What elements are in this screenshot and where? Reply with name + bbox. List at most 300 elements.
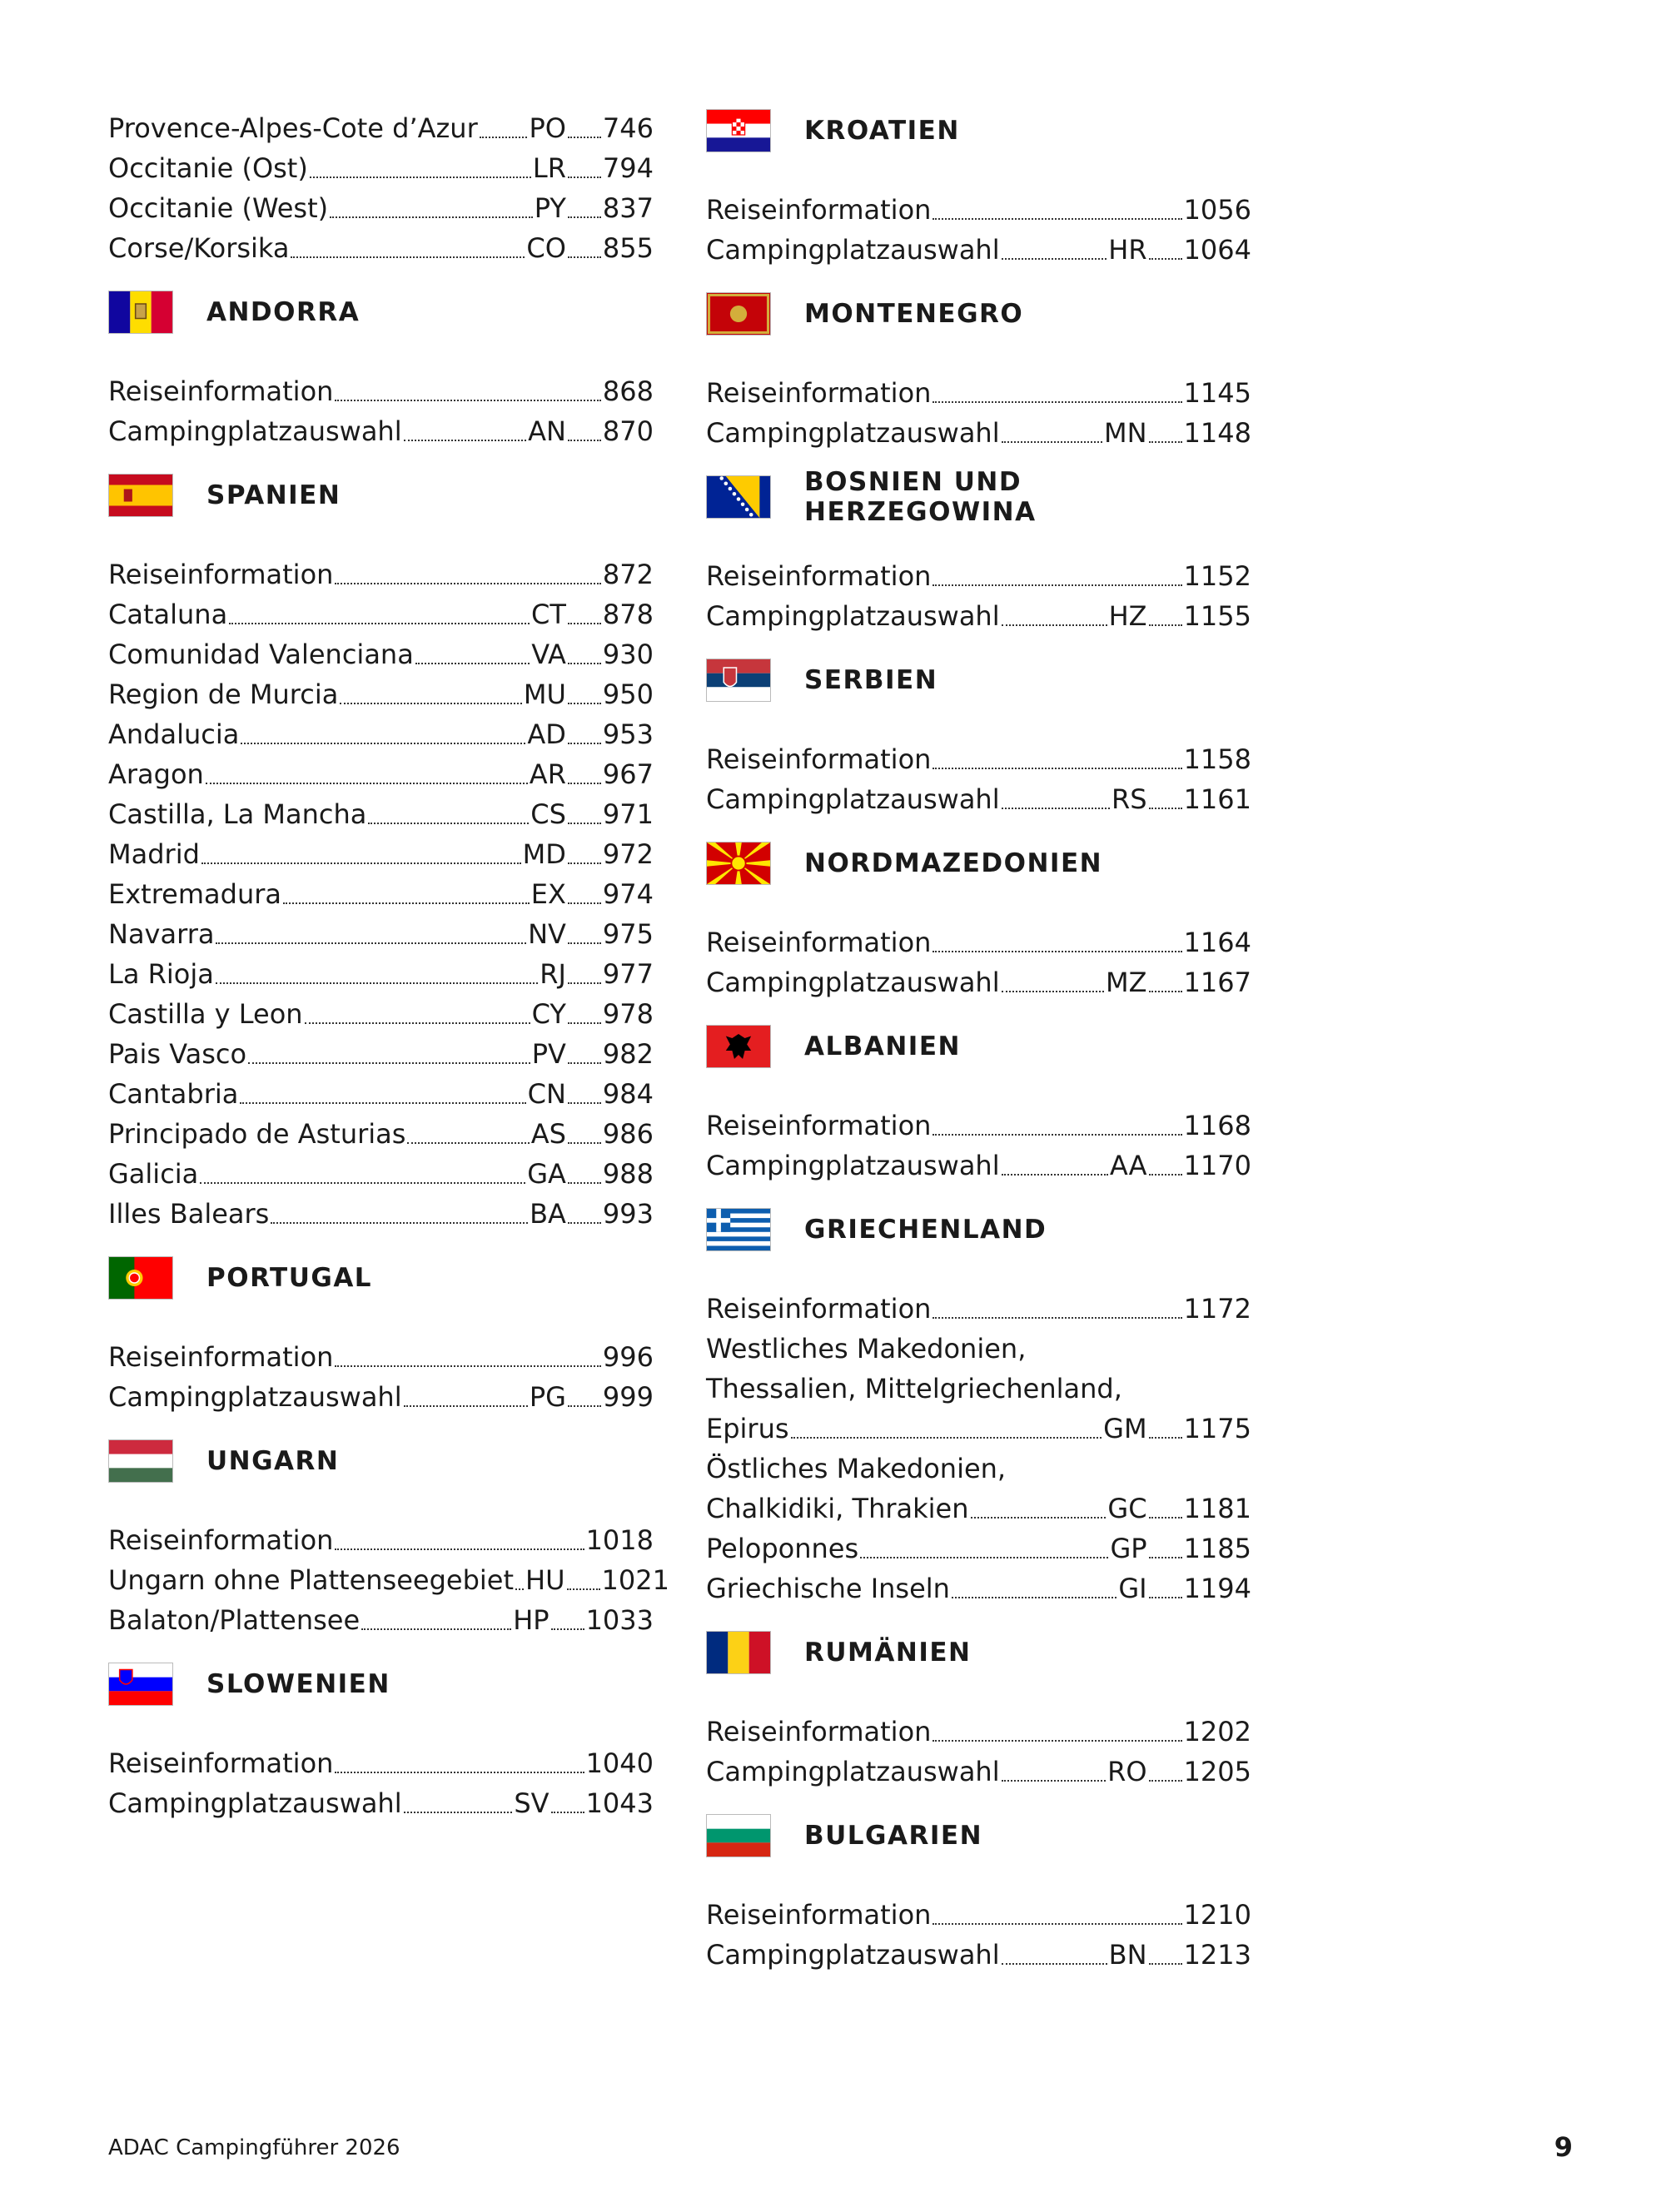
toc-entry[interactable] <box>108 411 654 451</box>
dot-leader <box>568 440 601 441</box>
section-continued <box>108 108 654 268</box>
dot-leader <box>791 1437 1102 1439</box>
region-code: HR <box>1108 234 1147 266</box>
slovenia-flag-icon <box>108 1663 173 1706</box>
entry-label: Campingplatzauswahl <box>706 1150 1000 1181</box>
region-code: PV <box>531 1038 566 1070</box>
country-heading <box>706 841 1251 886</box>
region-code: PY <box>534 192 566 224</box>
country-name: BOSNIEN UND HERZEGOWINA <box>804 467 1037 527</box>
page-ref: 1205 <box>1183 1756 1251 1787</box>
entry-label: Westliches Makedonien, <box>706 1333 1027 1364</box>
entry-label: Occitanie (Ost) <box>108 152 308 184</box>
toc-entry[interactable] <box>108 1743 654 1783</box>
toc-entry[interactable] <box>108 794 654 834</box>
entry-label: Campingplatzauswahl <box>706 234 1000 266</box>
entry-label: Reiseinformation <box>108 1341 334 1373</box>
toc-entry[interactable] <box>108 554 654 594</box>
dot-leader <box>551 1812 584 1813</box>
country-heading <box>108 473 654 518</box>
region-code: CO <box>526 232 566 264</box>
section-griechenland <box>706 1207 1251 1608</box>
dot-leader <box>568 176 601 178</box>
page-ref: 978 <box>602 998 654 1030</box>
toc-entry[interactable] <box>108 1154 654 1194</box>
section-serbien <box>706 658 1251 819</box>
dot-leader <box>335 1548 584 1550</box>
section-rumanien <box>706 1630 1251 1792</box>
page-ref: 872 <box>602 559 654 590</box>
country-name: NORDMAZEDONIEN <box>804 848 1103 878</box>
dot-leader <box>340 703 522 704</box>
dot-leader <box>361 1628 511 1630</box>
toc-entry[interactable] <box>108 754 654 794</box>
entry-label: Principado de Asturias <box>108 1118 406 1150</box>
page-ref: 746 <box>602 112 654 144</box>
dot-leader <box>368 823 529 824</box>
page-ref: 993 <box>602 1198 654 1230</box>
section-portugal <box>108 1255 654 1417</box>
page-ref: 1021 <box>601 1564 669 1596</box>
dot-leader <box>568 982 601 984</box>
hungary-flag-icon <box>108 1439 173 1483</box>
page-ref: 977 <box>602 958 654 990</box>
dot-leader <box>515 1588 524 1590</box>
dot-leader <box>568 137 601 138</box>
entry-list <box>706 922 1251 1002</box>
dot-leader <box>568 862 601 864</box>
page-ref: 1172 <box>1183 1293 1251 1325</box>
entry-label: Campingplatzauswahl <box>706 417 1000 449</box>
region-code: MD <box>522 838 566 870</box>
dot-leader <box>568 1022 601 1024</box>
region-code: AA <box>1109 1150 1147 1181</box>
dot-leader <box>201 862 521 864</box>
montenegro-flag-icon <box>706 292 771 336</box>
toc-entry[interactable] <box>706 373 1251 413</box>
entry-label: Aragon <box>108 758 204 790</box>
dot-leader <box>1002 991 1104 992</box>
region-code: VA <box>531 639 566 670</box>
toc-entry[interactable] <box>108 1600 654 1640</box>
region-code: EX <box>530 878 566 910</box>
country-name: MONTENEGRO <box>804 299 1024 329</box>
region-code: GP <box>1110 1533 1147 1564</box>
region-code: LR <box>532 152 566 184</box>
toc-entry[interactable] <box>108 1074 654 1114</box>
dot-leader <box>1149 1780 1182 1782</box>
region-code: MZ <box>1106 967 1147 998</box>
toc-entry[interactable] <box>706 1369 1251 1409</box>
dot-leader <box>404 440 527 441</box>
page-ref: 972 <box>602 838 654 870</box>
country-heading <box>108 1662 654 1707</box>
toc-entry[interactable] <box>108 994 654 1034</box>
dot-leader <box>568 942 601 944</box>
entry-label: Reiseinformation <box>706 194 932 226</box>
section-nordmazedonien <box>706 841 1251 1002</box>
country-name: ANDORRA <box>206 297 361 327</box>
dot-leader <box>1002 624 1107 626</box>
toc-entry[interactable] <box>706 1752 1251 1792</box>
dot-leader <box>241 743 525 744</box>
page-ref: 1170 <box>1183 1150 1251 1181</box>
entry-list <box>108 1337 654 1417</box>
dot-leader <box>1149 1174 1182 1176</box>
dot-leader <box>200 1182 525 1184</box>
dot-leader <box>283 902 530 904</box>
dot-leader <box>568 902 601 904</box>
dot-leader <box>330 216 533 218</box>
page-ref: 1175 <box>1183 1413 1251 1444</box>
dot-leader <box>206 783 528 784</box>
albania-flag-icon <box>706 1025 771 1068</box>
dot-leader <box>568 823 601 824</box>
page-ref: 1164 <box>1183 927 1251 958</box>
page-ref: 868 <box>602 375 654 407</box>
entry-list <box>108 108 654 268</box>
page-ref: 984 <box>602 1078 654 1110</box>
region-code: NV <box>528 918 566 950</box>
entry-label: Occitanie (West) <box>108 192 329 224</box>
toc-entry[interactable] <box>108 1114 654 1154</box>
entry-label: Campingplatzauswahl <box>706 600 1000 632</box>
dot-leader <box>551 1628 584 1630</box>
dot-leader <box>932 951 1181 952</box>
page-ref: 971 <box>602 798 654 830</box>
entry-label: Reiseinformation <box>108 375 334 407</box>
entry-label: Reiseinformation <box>108 559 334 590</box>
toc-entry[interactable] <box>108 954 654 994</box>
country-name: KROATIEN <box>804 116 960 146</box>
entry-label: Corse/Korsika <box>108 232 290 264</box>
entry-label: Andalucia <box>108 718 240 750</box>
dot-leader <box>1002 441 1102 443</box>
entry-list <box>706 1106 1251 1186</box>
toc-entry[interactable] <box>108 1783 654 1823</box>
entry-label: Comunidad Valenciana <box>108 639 414 670</box>
toc-entry[interactable] <box>108 634 654 674</box>
right-column <box>706 108 1251 1975</box>
entry-label: Illes Balears <box>108 1198 270 1230</box>
toc-entry[interactable] <box>706 779 1251 819</box>
toc-entry[interactable] <box>108 108 654 148</box>
region-code: AN <box>528 415 566 447</box>
dot-leader <box>971 1517 1107 1519</box>
page-ref: 974 <box>602 878 654 910</box>
toc-entry[interactable] <box>108 1034 654 1074</box>
page-ref: 1043 <box>585 1787 654 1819</box>
entry-list <box>706 373 1251 453</box>
country-name: SPANIEN <box>206 480 341 510</box>
page-ref: 1194 <box>1183 1573 1251 1604</box>
toc-entry[interactable] <box>108 1560 669 1600</box>
country-name: ALBANIEN <box>804 1031 961 1061</box>
dot-leader <box>932 218 1181 220</box>
toc-entry[interactable] <box>108 228 654 268</box>
toc-entry[interactable] <box>108 594 654 634</box>
entry-label: Chalkidiki, Thrakien <box>706 1493 969 1524</box>
entry-label: Campingplatzauswahl <box>706 1939 1000 1971</box>
region-code: HZ <box>1108 600 1147 632</box>
page-ref: 1033 <box>585 1604 654 1636</box>
toc-entry[interactable] <box>706 1568 1251 1608</box>
entry-label: Campingplatzauswahl <box>108 415 402 447</box>
footer-title: ADAC Campingführer 2026 <box>108 2135 400 2160</box>
country-heading <box>706 658 1251 703</box>
page-ref: 975 <box>602 918 654 950</box>
dot-leader <box>568 623 601 624</box>
region-code: RO <box>1107 1756 1147 1787</box>
page-ref: 930 <box>602 639 654 670</box>
page-ref: 1056 <box>1183 194 1251 226</box>
dot-leader <box>1149 624 1182 626</box>
dot-leader <box>568 663 601 664</box>
toc-entry[interactable] <box>108 1337 654 1377</box>
dot-leader <box>567 1588 600 1590</box>
toc-entry[interactable] <box>706 1935 1251 1975</box>
section-slowenien <box>108 1662 654 1823</box>
entry-label: La Rioja <box>108 958 214 990</box>
entry-label: Castilla, La Mancha <box>108 798 367 830</box>
dot-leader <box>932 401 1181 403</box>
dot-leader <box>404 1812 513 1813</box>
dot-leader <box>952 1597 1116 1598</box>
page-ref: 1064 <box>1183 234 1251 266</box>
country-heading <box>706 108 1251 153</box>
dot-leader <box>568 216 601 218</box>
dot-leader <box>407 1142 529 1144</box>
region-code: HU <box>525 1564 565 1596</box>
section-albanien <box>706 1024 1251 1186</box>
toc-entry[interactable] <box>108 674 654 714</box>
region-code: CT <box>531 599 566 630</box>
dot-leader <box>1149 1517 1182 1519</box>
entry-label: Region de Murcia <box>108 679 339 710</box>
toc-entry[interactable] <box>706 1529 1251 1568</box>
toc-entry[interactable] <box>706 596 1251 636</box>
region-code: RS <box>1112 783 1147 815</box>
page-ref: 1168 <box>1183 1110 1251 1141</box>
region-code: MN <box>1104 417 1147 449</box>
portugal-flag-icon <box>108 1256 173 1300</box>
dot-leader <box>480 137 528 138</box>
dot-leader <box>932 768 1181 769</box>
page-ref: 1161 <box>1183 783 1251 815</box>
dot-leader <box>860 1557 1108 1558</box>
entry-label: Madrid <box>108 838 200 870</box>
entry-label: Peloponnes <box>706 1533 859 1564</box>
dot-leader <box>568 703 601 704</box>
dot-leader <box>240 1102 525 1104</box>
region-code: CS <box>530 798 566 830</box>
section-bosnien-und-herzegowina <box>706 467 1251 636</box>
page-number: 9 <box>1554 2131 1573 2163</box>
entry-label: Reiseinformation <box>706 927 932 958</box>
toc-entry[interactable] <box>706 413 1251 453</box>
toc-entry[interactable] <box>108 1194 654 1234</box>
toc-entry[interactable] <box>706 739 1251 779</box>
toc-entry[interactable] <box>706 230 1251 270</box>
dot-leader <box>568 1222 601 1224</box>
region-code: PO <box>529 112 566 144</box>
page-ref: 999 <box>602 1381 654 1413</box>
toc-entry[interactable] <box>706 556 1251 596</box>
entry-label: Östliches Makedonien, <box>706 1453 1007 1484</box>
region-code: AS <box>530 1118 566 1150</box>
left-column <box>108 108 669 1823</box>
entry-label: Reiseinformation <box>706 560 932 592</box>
page-ref: 1148 <box>1183 417 1251 449</box>
toc-entry[interactable] <box>108 714 654 754</box>
entry-label: Reiseinformation <box>108 1747 334 1779</box>
region-code: GA <box>527 1158 566 1190</box>
dot-leader <box>932 1923 1181 1925</box>
page-ref: 986 <box>602 1118 654 1150</box>
region-code: PG <box>529 1381 566 1413</box>
romania-flag-icon <box>706 1631 771 1674</box>
dot-leader <box>216 982 538 984</box>
country-name: PORTUGAL <box>206 1263 373 1293</box>
toc-entry[interactable] <box>108 834 654 874</box>
page-ref: 988 <box>602 1158 654 1190</box>
country-heading <box>706 1813 1251 1858</box>
country-heading <box>108 1439 654 1484</box>
page-ref: 1185 <box>1183 1533 1251 1564</box>
country-heading <box>706 1207 1251 1252</box>
region-code: GC <box>1107 1493 1147 1524</box>
section-bulgarien <box>706 1813 1251 1975</box>
dot-leader <box>1002 1780 1107 1782</box>
toc-entry[interactable] <box>706 190 1251 230</box>
spain-flag-icon <box>108 474 173 517</box>
bulgaria-flag-icon <box>706 1814 771 1857</box>
serbia-flag-icon <box>706 659 771 702</box>
dot-leader <box>310 176 531 178</box>
country-heading <box>706 291 1251 336</box>
region-code: CY <box>531 998 566 1030</box>
page-ref: 1202 <box>1183 1716 1251 1747</box>
entry-label: Campingplatzauswahl <box>706 783 1000 815</box>
dot-leader <box>568 743 601 744</box>
dot-leader <box>305 1022 530 1024</box>
page-ref: 794 <box>602 152 654 184</box>
toc-entry[interactable] <box>108 148 654 188</box>
country-heading <box>706 1630 1251 1675</box>
dot-leader <box>1002 808 1110 809</box>
toc-entry[interactable] <box>706 1712 1251 1752</box>
dot-leader <box>1149 441 1182 443</box>
dot-leader <box>1149 1597 1182 1598</box>
entry-label: Griechische Inseln <box>706 1573 950 1604</box>
dot-leader <box>1149 808 1182 809</box>
dot-leader <box>291 256 525 258</box>
region-code: HP <box>513 1604 550 1636</box>
toc-entry[interactable] <box>108 371 654 411</box>
entry-label: Epirus <box>706 1413 789 1444</box>
entry-list <box>108 1520 669 1640</box>
region-code: AR <box>529 758 566 790</box>
page-ref: 855 <box>602 232 654 264</box>
entry-label: Cataluna <box>108 599 228 630</box>
toc-entry[interactable] <box>108 874 654 914</box>
toc-entry[interactable] <box>706 1146 1251 1186</box>
country-name: SLOWENIEN <box>206 1669 390 1699</box>
dot-leader <box>415 663 530 664</box>
entry-list <box>706 1712 1251 1792</box>
dot-leader <box>1002 1174 1108 1176</box>
dot-leader <box>568 783 601 784</box>
country-name: BULGARIEN <box>804 1821 983 1851</box>
entry-label: Navarra <box>108 918 215 950</box>
toc-entry[interactable] <box>108 914 654 954</box>
dot-leader <box>1149 1963 1182 1965</box>
toc-entry[interactable] <box>706 922 1251 962</box>
toc-entry[interactable] <box>108 1377 654 1417</box>
toc-entry[interactable] <box>706 1449 1251 1489</box>
dot-leader <box>1149 258 1182 260</box>
toc-entry[interactable] <box>108 1520 654 1560</box>
dot-leader <box>568 1142 601 1144</box>
section-spanien <box>108 473 654 1234</box>
page-ref: 1213 <box>1183 1939 1251 1971</box>
dot-leader <box>1002 258 1107 260</box>
page-ref: 837 <box>602 192 654 224</box>
page-ref: 982 <box>602 1038 654 1070</box>
dot-leader <box>335 583 601 584</box>
toc-entry[interactable] <box>706 1106 1251 1146</box>
entry-label: Galicia <box>108 1158 199 1190</box>
toc-entry[interactable] <box>706 1895 1251 1935</box>
entry-label: Extremadura <box>108 878 281 910</box>
page-ref: 1181 <box>1183 1493 1251 1524</box>
country-heading <box>108 1255 654 1300</box>
entry-list <box>108 554 654 1234</box>
dot-leader <box>1149 1437 1182 1439</box>
dot-leader <box>216 942 526 944</box>
toc-entry[interactable] <box>706 1409 1251 1449</box>
entry-list <box>706 190 1251 270</box>
page-ref: 953 <box>602 718 654 750</box>
croatia-flag-icon <box>706 109 771 152</box>
toc-entry[interactable] <box>706 1329 1251 1369</box>
dot-leader <box>1149 1557 1182 1558</box>
region-code: AD <box>527 718 566 750</box>
page-ref: 967 <box>602 758 654 790</box>
dot-leader <box>932 584 1181 586</box>
dot-leader <box>248 1062 530 1064</box>
toc-entry[interactable] <box>706 1289 1251 1329</box>
page-ref: 1155 <box>1183 600 1251 632</box>
dot-leader <box>1002 1963 1107 1965</box>
country-name: UNGARN <box>206 1446 340 1476</box>
dot-leader <box>568 256 601 258</box>
entry-label: Reiseinformation <box>706 743 932 775</box>
section-kroatien <box>706 108 1251 270</box>
toc-entry[interactable] <box>706 1489 1251 1529</box>
toc-entry[interactable] <box>108 188 654 228</box>
entry-label: Campingplatzauswahl <box>108 1381 402 1413</box>
entry-list <box>108 371 654 451</box>
toc-entry[interactable] <box>706 962 1251 1002</box>
page-ref: 1040 <box>585 1747 654 1779</box>
entry-label: Castilla y Leon <box>108 998 303 1030</box>
page-ref: 950 <box>602 679 654 710</box>
dot-leader <box>932 1740 1181 1742</box>
entry-label: Campingplatzauswahl <box>108 1787 402 1819</box>
region-code: GM <box>1103 1413 1147 1444</box>
entry-label: Reiseinformation <box>706 377 932 409</box>
